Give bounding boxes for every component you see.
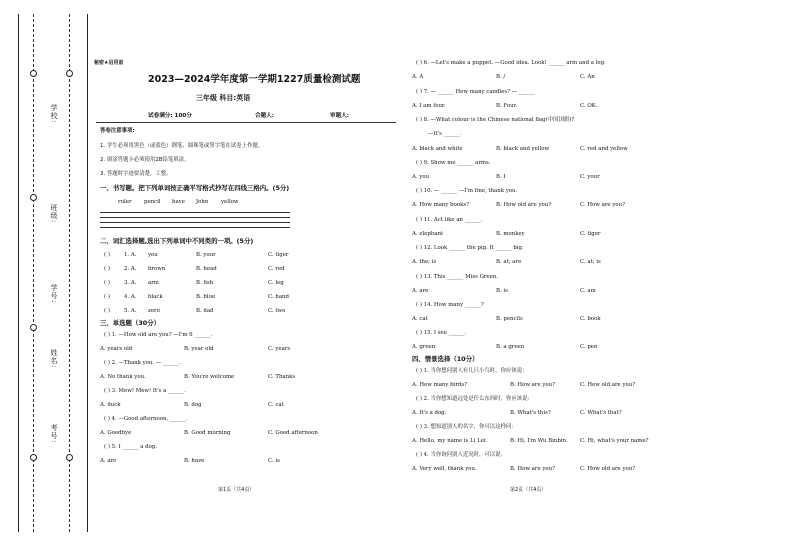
copy-word: yellow xyxy=(221,199,239,205)
question-stem: ( ) 2. 当你想知道远处是什么东西时，你应该说： xyxy=(416,396,533,402)
binding-hole xyxy=(30,454,37,461)
binding-strip xyxy=(18,14,88,532)
question-number: 5. A. xyxy=(124,308,137,314)
binding-hole xyxy=(30,194,37,201)
question-stem: ( ) 12. Look ______ the pig. It ______ big. xyxy=(416,245,524,251)
option-a[interactable]: A. cat xyxy=(412,316,428,322)
section-4-title: 四、情景选择（10分） xyxy=(412,355,479,363)
answer-bracket[interactable]: ( ) xyxy=(104,294,110,300)
option-a[interactable]: A. are xyxy=(412,288,429,294)
question-stem: ( ) 3. 想知道别人的名字，你可以这样问： xyxy=(416,424,517,430)
option-a[interactable]: A. No thank you. xyxy=(100,374,146,380)
binding-hole xyxy=(66,454,73,461)
option-c[interactable]: C. An xyxy=(580,74,595,80)
option-b[interactable]: B. pencils xyxy=(496,316,523,322)
question-stem: ( ) 14. How many ______? xyxy=(416,302,484,308)
option-a[interactable]: A. duck xyxy=(100,402,121,408)
option-b[interactable]: B. Hi, I'm Wu Binbin. xyxy=(510,438,568,444)
option-c[interactable]: C. tiger xyxy=(580,231,601,237)
option-c[interactable]: C. am xyxy=(580,288,596,294)
option-c[interactable]: C. years xyxy=(268,346,291,352)
section-1-title: 一、书写题。把下列单词按正确平写格式抄写在四线三格内。(5分) xyxy=(100,184,290,192)
question-stem: ( ) 11. Act like an ______. xyxy=(416,217,483,223)
option-c: C. two xyxy=(268,308,286,314)
full-score: 试卷满分: 100分 xyxy=(148,113,192,119)
option-a[interactable]: A. black and white xyxy=(412,146,463,152)
option-b: B. fish xyxy=(196,280,214,286)
option-a[interactable]: A. It's a dog. xyxy=(412,410,447,416)
option-c[interactable]: C. Hi, what's your name? xyxy=(580,438,649,444)
answer-bracket[interactable]: ( ) xyxy=(104,308,110,314)
option-c[interactable]: C. How old are you? xyxy=(580,382,636,388)
option-b: B. head xyxy=(196,266,217,272)
option-b[interactable]: B. black and yellow xyxy=(496,146,550,152)
option-b[interactable]: B. How are you? xyxy=(510,382,556,388)
class-label: 班级: xyxy=(50,204,58,224)
option-a[interactable]: A. you xyxy=(412,174,430,180)
option-a[interactable]: A. A xyxy=(412,74,424,80)
question-number: 3. A. xyxy=(124,280,137,286)
option-a[interactable]: A. How many books? xyxy=(412,202,470,208)
copy-word: ruler xyxy=(118,199,132,205)
question-stem: ( ) 8. —What colour is the Chinese national flag(中国国旗)? xyxy=(416,117,575,123)
exam-title: 2023—2024学年度第一学期1227质量检测试题 xyxy=(148,74,361,85)
option-c: C. hand xyxy=(268,294,289,300)
copy-word: pencil xyxy=(144,199,161,205)
reviewer-label: 审题人: xyxy=(330,113,350,119)
option-a[interactable]: A. Hello, my name is Li Lei. xyxy=(412,438,488,444)
option-b: B. dad xyxy=(196,308,214,314)
option-b[interactable]: B. You're welcome xyxy=(184,374,235,380)
question-stem: ( ) 4. 当你询问别人近况时，可以说： xyxy=(416,452,506,458)
option-b[interactable]: B. / xyxy=(496,74,506,80)
option-c[interactable]: C. cat xyxy=(268,402,284,408)
option-b[interactable]: B. at; are xyxy=(496,259,522,265)
binding-hole xyxy=(30,324,37,331)
copy-word: have xyxy=(172,199,185,205)
option-a[interactable]: A. years old xyxy=(100,346,133,352)
page-number: 第1页（共4页） xyxy=(218,487,255,493)
question-stem: ( ) 3. Mew! Mew! It's a ______. xyxy=(104,388,186,394)
option-b[interactable]: B. What's this? xyxy=(510,410,551,416)
option-b[interactable]: B. Four. xyxy=(496,103,518,109)
question-number: 4. A. xyxy=(124,294,137,300)
option-c[interactable]: C. red and yellow xyxy=(580,146,628,152)
option-c[interactable]: C. What's that? xyxy=(580,410,622,416)
question-stem: ( ) 2. —Thank you. — ______. xyxy=(104,360,181,366)
section-2-title: 二、词汇选择题,选出下列单词中不同类的一项。(5分) xyxy=(100,237,254,245)
option-a: zero xyxy=(148,308,160,314)
notes-title: 答卷注意事项: xyxy=(100,128,135,134)
option-a[interactable]: A. Goodbye xyxy=(100,430,132,436)
option-c[interactable]: C. at; is xyxy=(580,259,601,265)
option-c[interactable]: C. pen xyxy=(580,344,598,350)
option-a[interactable]: A. elephant xyxy=(412,231,444,237)
answer-bracket[interactable]: ( ) xyxy=(104,252,110,258)
exam-number-label: 考号: xyxy=(50,424,58,444)
question-stem: ( ) 1. —How old are you? —I'm 6 ______. xyxy=(104,332,213,338)
school-label: 学校: xyxy=(50,104,58,124)
binding-hole xyxy=(66,70,73,77)
option-b[interactable]: B. dog xyxy=(184,402,202,408)
option-a[interactable]: A. Very well, thank you. xyxy=(412,466,477,472)
option-c[interactable]: C. is xyxy=(268,458,280,464)
option-b[interactable]: B. monkey xyxy=(496,231,525,237)
question-number: 1. A. xyxy=(124,252,137,258)
option-a[interactable]: A. I am four. xyxy=(412,103,446,109)
option-b[interactable]: B. How are you? xyxy=(510,466,556,472)
copy-word: John xyxy=(196,199,209,205)
question-stem: ( ) 7. — ______ How many candles? — ______ xyxy=(416,89,536,95)
note-3: 3. 答题时字迹要清楚，工整。 xyxy=(100,171,172,177)
option-a: black xyxy=(148,294,163,300)
option-a[interactable]: A. the; is xyxy=(412,259,437,265)
option-a[interactable]: A. green xyxy=(412,344,436,350)
question-stem: ( ) 4. —Good afternoon, ______. xyxy=(104,416,188,422)
option-b: B. your xyxy=(196,252,216,258)
question-stem: ( ) 10. — ______ —I'm fine, thank you. xyxy=(416,188,518,194)
binding-hole xyxy=(30,70,37,77)
option-b[interactable]: B. Good morning xyxy=(184,430,231,436)
option-c[interactable]: C. book xyxy=(580,316,601,322)
page-number: 第2页（共4页） xyxy=(510,487,547,493)
option-b[interactable]: B. have xyxy=(184,458,205,464)
option-c[interactable]: C. OK. xyxy=(580,103,598,109)
option-b[interactable]: B. is xyxy=(496,288,508,294)
note-1: 1. 学生必须用黑色（或蓝色）钢笔、圆珠笔或签字笔在试卷上作题。 xyxy=(100,143,264,149)
option-c: C. red xyxy=(268,266,285,272)
option-b: B. blue xyxy=(196,294,216,300)
answer-bracket[interactable]: ( ) xyxy=(104,266,110,272)
option-c[interactable]: C. your xyxy=(580,174,600,180)
question-stem: ( ) 9. Show me ______ arms. xyxy=(416,160,491,166)
subject-line: 三年级 科目:英语 xyxy=(196,94,251,102)
option-c[interactable]: C. How are you? xyxy=(580,202,625,208)
question-stem: ( ) 15. I see ______. xyxy=(416,330,467,336)
option-b[interactable]: B. a green xyxy=(496,344,525,350)
question-stem: ( ) 6. —Let's make a puppet. —Good idea. Look! ______ arm and a leg. xyxy=(416,60,606,66)
option-c[interactable]: C. How old are you? xyxy=(580,466,636,472)
option-a: brown xyxy=(148,266,166,272)
section-3-title: 三、单选题（30分） xyxy=(100,319,161,327)
question-stem: ( ) 13. This ______ Miss Green. xyxy=(416,274,499,280)
option-c[interactable]: C. Good afternoon xyxy=(268,430,318,436)
note-2: 2. 填涂答题卡必须使用2B铅笔填涂。 xyxy=(100,157,190,163)
option-a: you xyxy=(148,252,158,258)
name-label: 姓名: xyxy=(50,349,58,369)
student-number-label: 学号: xyxy=(50,284,58,304)
question-stem-reply: —It's ______. xyxy=(428,131,462,137)
option-a: arm xyxy=(148,280,159,286)
answer-bracket[interactable]: ( ) xyxy=(104,280,110,286)
option-c: C. leg xyxy=(268,280,284,286)
option-b[interactable]: B. How old are you? xyxy=(496,202,552,208)
option-b[interactable]: B. year old xyxy=(184,346,214,352)
confidential-mark: 秘密★启用前 xyxy=(94,60,124,66)
header-rule xyxy=(96,122,396,123)
question-stem: ( ) 1. 当你想问别人有几只小鸟时，你应该说： xyxy=(416,368,528,374)
option-a[interactable]: A. How many birds? xyxy=(412,382,468,388)
question-number: 2. A. xyxy=(124,266,137,272)
option-a[interactable]: A. are xyxy=(100,458,117,464)
option-c[interactable]: C. Thanks xyxy=(268,374,296,380)
option-b[interactable]: B. I xyxy=(496,174,506,180)
question-stem: ( ) 5. I ______ a dog. xyxy=(104,444,158,450)
option-c: C. tiger xyxy=(268,252,289,258)
grader-label: 合题人: xyxy=(255,113,275,119)
